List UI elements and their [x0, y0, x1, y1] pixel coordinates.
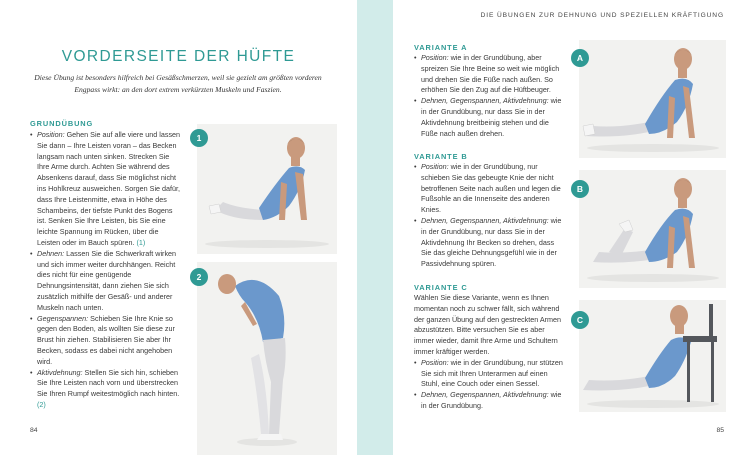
- grunduebung-text: [30, 130, 182, 411]
- person-chair-supported-stretch-illustration: [579, 300, 726, 412]
- section-heading-variante-c: VARIANTE C: [414, 283, 468, 292]
- list-item: • Gegenspannen: Schieben Sie Ihre Knie so gegen den Boden, als wollten Sie diese zur Brust hin ziehen. Stabilisieren Sie aber Ihr Becken, sodass es dabei nicht angehoben wird.: [30, 314, 182, 368]
- exercise-photo-c: [579, 300, 726, 412]
- section-heading-grunduebung: GRUNDÜBUNG: [30, 119, 94, 128]
- exercise-photo-b: [579, 170, 726, 288]
- person-upward-stretch-illustration: [197, 124, 337, 254]
- section-heading-variante-b: VARIANTE B: [414, 152, 468, 161]
- left-page: [0, 0, 357, 455]
- list-item: • Dehnen, Gegenspannen, Aktivdehnung: wie in der Grundübung, nur dass Sie in der Aktivdehnung breitbeinig stehen und die Füße nach außen drehen.: [414, 96, 564, 139]
- person-wide-leg-stretch-illustration: [579, 40, 726, 158]
- list-item: • Position: wie in der Grundübung, aber spreizen Sie Ihre Beine so weit wie möglich und drehen Sie die Füße nach außen. So erhöhen Sie den Zug auf die Hüftbeuger.: [414, 53, 564, 96]
- list-item: • Aktivdehnung: Stellen Sie sich hin, schieben Sie Ihre Leisten nach vorn und überstrecken Sie Ihren Rumpf weitestmöglich nach hinten. (2): [30, 368, 182, 411]
- list-item: • Dehnen, Gegenspannen, Aktivdehnung: wie in der Grundübung.: [414, 390, 564, 412]
- list-item: • Dehnen, Gegenspannen, Aktivdehnung: wie in der Grundübung, nur dass Sie in der Aktivdehnung Ihr Becken so drehen, dass Sie das gleiche Dehnungsgefühl wie in der Passivdehnung spüren.: [414, 216, 564, 270]
- exercise-photo-a: [579, 40, 726, 158]
- page-number-left: 84: [30, 427, 38, 434]
- person-bent-knee-stretch-illustration: [579, 170, 726, 288]
- page-number-right: 85: [716, 427, 724, 434]
- list-item: • Position: Gehen Sie auf alle viere und lassen Sie dann – Ihre Leisten voran – das Becken langsam nach unten sinken. Strecken Sie Ihre Arme durch. Achten Sie während des Absenkens darauf, dass Sie möglichst nicht ins Hohlkreuz ausweichen. Sorgen Sie dafür, dass Ihre Leistenmitte, etwa in Höhe des Schambeins, der tiefste Punkt des Bogens ist. Senken Sie Ihre Leisten, bis Sie eine leichte Spannung im Rücken, über die Leisten oder im Bauch spüren. (1): [30, 130, 182, 249]
- variante-a-text: [414, 53, 564, 139]
- badge-b: B: [571, 180, 589, 198]
- page-spine: [357, 0, 393, 455]
- badge-2: 2: [190, 268, 208, 286]
- badge-1: 1: [190, 129, 208, 147]
- badge-a: A: [571, 49, 589, 67]
- list-item: • Position: wie in der Grundübung, nur schieben Sie das gebeugte Knie der nicht betroffenen Seite nach außen und legen die Fußsohle an die Innenseite des anderen Knies.: [414, 162, 564, 216]
- exercise-photo-1: [197, 124, 337, 254]
- section-heading-variante-a: VARIANTE A: [414, 43, 468, 52]
- variante-b-text: [414, 162, 564, 270]
- running-head: DIE ÜBUNGEN ZUR DEHNUNG UND SPEZIELLEN KRÄFTIGUNG: [480, 12, 724, 19]
- intro-text: Diese Übung ist besonders hilfreich bei Gesäßschmerzen, weil sie gezielt am größten vorderen Engpass wirkt: an den dort extrem verkürzten Muskeln und Faszien.: [34, 73, 322, 94]
- person-standing-backbend-illustration: [197, 262, 337, 455]
- list-item: • Dehnen: Lassen Sie die Schwerkraft wirken und sich immer weiter durchhängen. Reicht dies nicht für eine genügende Dehnungsintensität, dann ziehen Sie sich zusätzlich mithilfe der Gesäß- und anderer Muskeln nach unten.: [30, 249, 182, 314]
- list-item: • Position: wie in der Grundübung, nur stützen Sie sich mit Ihren Unterarmen auf einen Stuhl, eine Couch oder einen Sessel.: [414, 358, 564, 390]
- badge-c: C: [571, 311, 589, 329]
- right-page: [393, 0, 750, 455]
- variante-c-text: Wählen Sie diese Variante, wenn es Ihnen momentan noch zu schwer fällt, sich während der ganzen Übung auf den gestreckten Armen abzustützen. Bitte versuchen Sie es aber immer wieder, damit Ihre Arme und Schultern immer kräftiger werden. • Position: wie in der Grundübung, nur stützen Sie sich mit Ihren Unterarmen auf einen Stuhl, eine Couch oder einen Sessel. • Dehnen, Gegenspannen, Aktivdehnung: wie in der Grundübung.: [414, 293, 564, 412]
- page-title: VORDERSEITE DER HÜFTE: [61, 48, 296, 65]
- exercise-photo-2: [197, 262, 337, 455]
